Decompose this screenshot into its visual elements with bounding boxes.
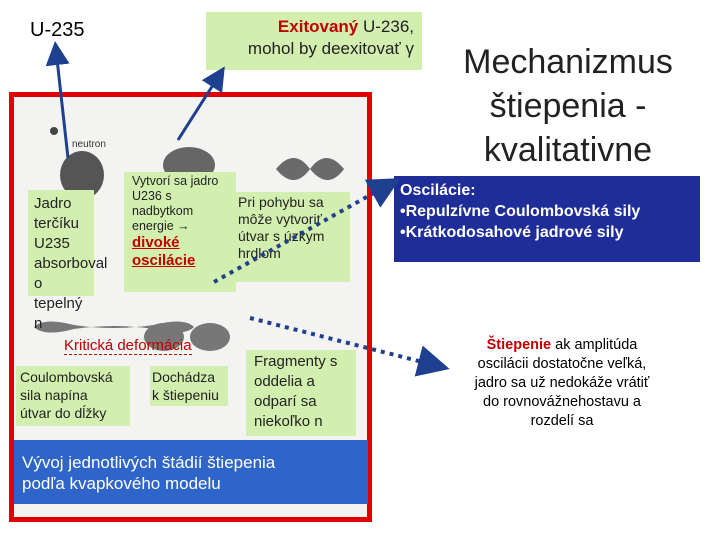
vytvori-box: Vytvorí sa jadro U236 s nadbytkom energie → divoké oscilácie	[124, 172, 236, 292]
excited-rest: U-236,	[362, 17, 414, 36]
neutron-label: neutron	[72, 139, 106, 150]
kriticka-deformacia-label: Kritická deformácia	[64, 337, 192, 354]
dochadza-box: Dochádza k štiepeniu	[150, 366, 228, 406]
excited-line2: mohol by deexitovať γ	[247, 39, 414, 58]
jadro-box: Jadro terčíku U235 absorboval o tepelný n	[28, 190, 94, 296]
vyvoj-box: Vývoj jednotlivých štádií štiepenia podľa kvapkového modelu	[14, 440, 368, 504]
excited-bold: Exitovaný	[277, 17, 359, 36]
page-title: Mechanizmus štiepenia - kvalitativne	[463, 43, 673, 169]
dotted-arrow-oscilacie	[214, 184, 390, 282]
fragmenty-box: Fragmenty s oddelia a odparí sa niekoľko n	[246, 350, 356, 436]
arrow-to-excited	[178, 74, 220, 140]
arrow-to-u235	[56, 50, 68, 158]
dotted-arrow-stiepenie	[250, 318, 438, 366]
stiepenie-text: Štiepenie ak amplitúda oscilácii dostatočne veľká, jadro sa už nedokáže vrátiť do rovnovážnehostavu a rozdelí sa	[474, 337, 650, 429]
oscilacie-box: Oscilácie: •Repulzívne Coulombovská sily •Krátkodosahové jadrové sily	[394, 176, 700, 262]
u235-label: U-235	[30, 19, 85, 41]
pri-pohybu-box: Pri pohybu sa môže vytvoriť útvar s úzkym hrdlom	[234, 192, 350, 282]
coulomb-box: Coulombovská sila napína útvar do dĺžky	[16, 366, 130, 426]
